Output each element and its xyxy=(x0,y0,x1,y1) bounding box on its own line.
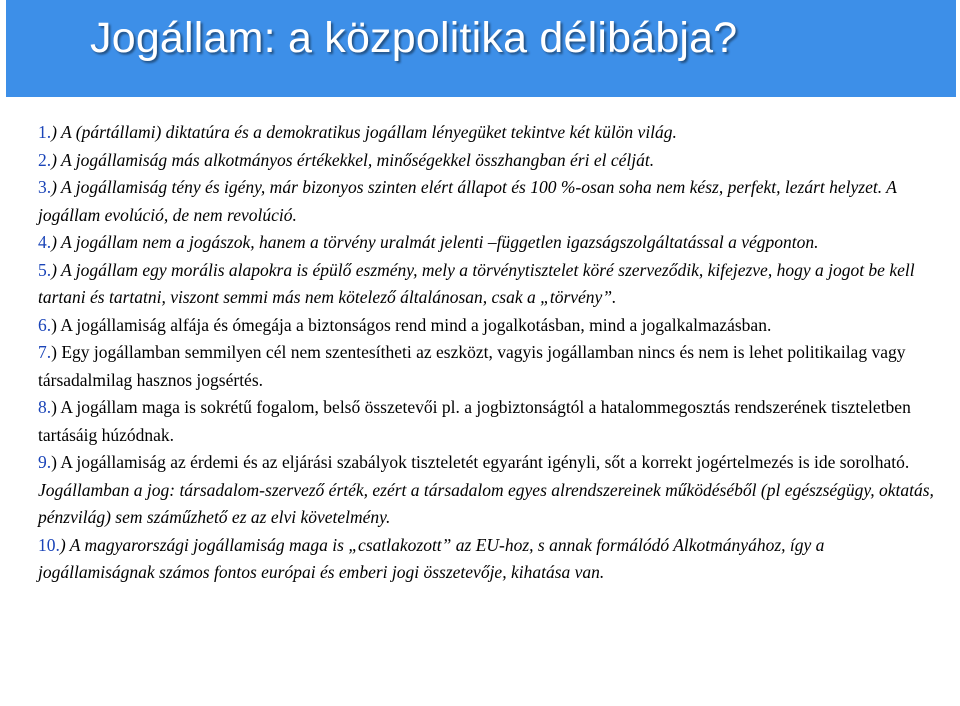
item-number: 1. xyxy=(38,122,52,142)
item-number: 9. xyxy=(38,452,52,472)
list-item-1 xyxy=(38,119,938,147)
item-text: ) A jogállam nem a jogászok, hanem a törvény uralmát jelenti –független igazságszolgáltatással a végponton. xyxy=(51,232,819,252)
title-bar xyxy=(6,0,956,97)
item-number: 6. xyxy=(38,314,52,335)
item-text: ) A (pártállami) diktatúra és a demokratikus jogállam lényegüket tekintve két külön világ. xyxy=(51,122,677,142)
list-item-2 xyxy=(38,147,938,175)
item-text: ) A jogállamiság alfája és ómegája a biztonságos rend mind a jogalkotásban, mind a jogalkalmazásban. xyxy=(51,314,772,335)
list-item-6 xyxy=(38,312,938,340)
item-text: ) Egy jogállamban semmilyen cél nem szentesítheti az eszközt, vagyis jogállamban nincs és nem is lehet politikailag vagy társadalmilag hasznos jogsértés. xyxy=(38,342,906,390)
list-item-4 xyxy=(38,229,938,257)
item-number: 10. xyxy=(38,534,60,555)
list-item-7 xyxy=(38,339,938,394)
slide-body xyxy=(38,119,938,587)
list-item-10 xyxy=(38,532,938,587)
item-text: ) A jogállamiság tény és igény, már bizonyos szinten elért állapot és 100 %-osan soha nem kész, perfekt, lezárt helyzet. A jogállam evolúció, de nem revolúció. xyxy=(38,177,897,225)
slide-title: Jogállam: a közpolitika délibábja? xyxy=(90,14,738,62)
list-item-9 xyxy=(38,449,938,532)
list-item-3 xyxy=(38,174,938,229)
item-number: 5. xyxy=(38,259,52,280)
item-number: 2. xyxy=(38,149,52,170)
item-text: ) A magyarországi jogállamiság maga is „csatlakozott” az EU-hoz, s annak formálódó Alkotmányához, így a jogállamiságnak számos fontos európai és emberi jogi összetevője, kihatása van. xyxy=(38,534,825,582)
list-item-5 xyxy=(38,257,938,312)
item-number: 3. xyxy=(38,177,52,197)
list-item-8 xyxy=(38,394,938,449)
item-number: 8. xyxy=(38,397,52,417)
item-text: ) A jogállamiság más alkotmányos értékekkel, minőségekkel összhangban éri el célját. xyxy=(51,149,655,170)
item-text-italic: Jogállamban a jog: társadalom-szervező érték, ezért a társadalom egyes alrendszereinek működéséből (pl egészségügy, oktatás, pénzvilág) sem száműzhető ez az elvi követelmény. xyxy=(38,479,934,527)
item-text: ) A jogállam maga is sokrétű fogalom, belső összetevői pl. a jogbiztonságtól a hatalommegosztás rendszerének tiszteletben tartásáig húzódnak. xyxy=(38,397,911,445)
item-number: 4. xyxy=(38,232,52,252)
item-number: 7. xyxy=(38,342,52,362)
item-text: ) A jogállam egy morális alapokra is épülő eszmény, mely a törvénytisztelet köré szerveződik, kifejezve, hogy a jogot be kell tartani és tartatni, viszont semmi más nem kötelező általánosan, csak a „törvény”. xyxy=(38,259,915,307)
item-text: ) A jogállamiság az érdemi és az eljárási szabályok tiszteletét egyaránt igényli, sőt a korrekt jogértelmezés is ide sorolható. xyxy=(51,452,910,472)
